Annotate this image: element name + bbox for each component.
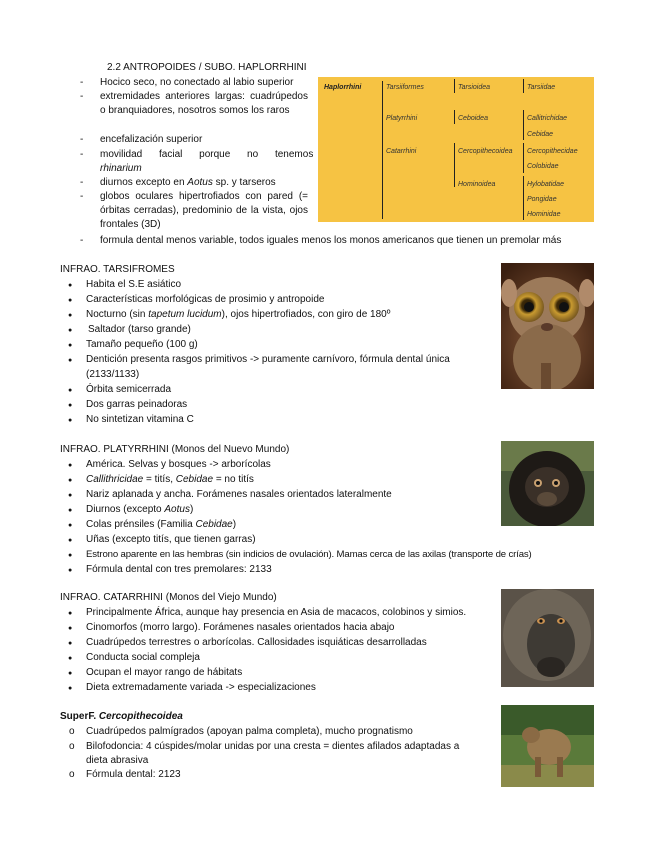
circle-bullet: o	[69, 741, 75, 752]
list-item: Nariz aplanada y ancha. Forámenes nasales orientados lateralmente	[86, 489, 392, 500]
bullet-icon	[68, 337, 72, 353]
list-item: Uñas (excepto titís, que tienen garras)	[86, 534, 256, 545]
table-family: Colobidae	[527, 163, 559, 170]
list-item: Ocupan el mayor rango de hábitats	[86, 667, 243, 678]
section-heading-platyrrhini: INFRAO. PLATYRRHINI (Monos del Nuevo Mundo)	[60, 444, 290, 455]
list-text: ), ojos hipertrofiados, con giro de 180º	[221, 309, 391, 320]
trait-text: diurnos excepto en	[100, 177, 185, 188]
table-superfamily: Tarsioidea	[458, 84, 491, 91]
bullet-icon	[68, 322, 72, 338]
bullet-icon	[68, 532, 72, 548]
trait-text: movilidad facial porque no tenemos	[100, 149, 314, 160]
trait-italic: rhinarium	[100, 163, 142, 174]
dash-bullet: -	[80, 177, 84, 188]
table-divider	[454, 110, 455, 124]
dash-bullet: -	[80, 149, 84, 160]
bullet-icon	[68, 605, 72, 621]
list-text: = no titís	[215, 474, 254, 485]
bullet-icon	[68, 665, 72, 681]
table-divider	[523, 79, 524, 93]
list-italic: tapetum lucidum	[148, 309, 222, 320]
list-item: Saltador (tarso grande)	[88, 324, 191, 335]
bullet-icon	[68, 397, 72, 413]
section-heading-tarsiformes: INFRAO. TARSIFROMES	[60, 264, 175, 275]
list-item: Dentición presenta rasgos primitivos -> puramente carnívoro, fórmula dental única	[86, 354, 450, 365]
table-family: Cercopithecidae	[527, 148, 578, 155]
list-item: Estrono aparente en las hembras (sin indicios de ovulación). Mamas cerca de las axilas (transporte de crías)	[86, 549, 532, 560]
list-italic: Aotus	[164, 504, 190, 515]
list-item: Tamaño pequeño (100 g)	[86, 339, 198, 350]
table-suborder: Haplorrhini	[324, 84, 362, 91]
trait-item	[100, 176, 276, 190]
dash-bullet: -	[80, 235, 84, 246]
table-family: Hominidae	[527, 211, 561, 218]
list-item	[86, 502, 193, 517]
bullet-icon	[68, 292, 72, 308]
list-italic: Cebidae	[175, 474, 214, 485]
list-item	[86, 472, 254, 487]
trait-item: formula dental menos variable, todos iguales menos los monos americanos que tienen un premolar más	[100, 235, 562, 246]
list-item: No sintetizan vitamina C	[86, 414, 194, 425]
list-item	[86, 517, 236, 532]
dash-bullet: -	[80, 191, 84, 202]
table-superfamily: Ceboidea	[458, 115, 488, 122]
list-item	[86, 307, 390, 322]
list-text: Diurnos (excepto	[86, 504, 162, 515]
bullet-icon	[68, 562, 72, 578]
list-item-continued: (2133/1133)	[86, 369, 140, 380]
bullet-icon	[68, 352, 72, 368]
table-divider	[523, 110, 524, 140]
table-family: Callitrichidae	[527, 115, 568, 122]
trait-item: Hocico seco, no conectado al labio superior	[100, 77, 294, 88]
list-item: Principalmente África, aunque hay presencia en Asia de macacos, colobinos y simios.	[86, 607, 467, 618]
baboon-photo	[501, 589, 594, 687]
list-item: Cuadrúpedos palmígrados (apoyan palma completa), mucho prognatismo	[86, 726, 413, 737]
section-heading-cercopithecoidea	[60, 710, 183, 724]
list-text: Colas prénsiles (Familia	[86, 519, 193, 530]
list-item: Fórmula dental: 2123	[86, 769, 181, 780]
table-divider	[523, 176, 524, 220]
circle-bullet: o	[69, 726, 75, 737]
bullet-icon	[68, 412, 72, 428]
table-superfamily: Cercopithecoidea	[458, 148, 513, 155]
bullet-icon	[68, 472, 72, 488]
trait-item	[100, 162, 142, 176]
list-text: = titís,	[146, 474, 173, 485]
bullet-icon	[68, 487, 72, 503]
list-text: )	[232, 519, 237, 530]
list-item: América. Selvas y bosques -> arborícolas	[86, 459, 271, 470]
list-text: )	[189, 504, 194, 515]
dash-bullet: -	[80, 134, 84, 145]
list-item: Características morfológicas de prosimio y antropoide	[86, 294, 325, 305]
trait-item: encefalización superior	[100, 134, 203, 145]
list-item: Bilofodoncia: 4 cúspides/molar unidas por una cresta = dientes afilados adaptadas a	[86, 741, 460, 752]
bullet-icon	[68, 547, 72, 563]
baboon-grass-photo	[501, 705, 594, 787]
table-superfamily: Hominoidea	[458, 181, 496, 188]
table-family: Pongidae	[527, 196, 557, 203]
trait-item: extremidades anteriores largas: cuadrúpedos o branquiadores, nosotros somos los raros	[100, 91, 308, 116]
list-item: Conducta social compleja	[86, 652, 200, 663]
spider-monkey-photo	[501, 441, 594, 526]
baboon-illustration	[501, 589, 594, 687]
bullet-icon	[68, 635, 72, 651]
heading-name: Cercopithecoidea	[98, 711, 183, 722]
trait-item	[100, 148, 314, 162]
circle-bullet: o	[69, 769, 75, 780]
table-family: Tarsiidae	[527, 84, 556, 91]
list-italic: Callithricidae	[86, 474, 144, 485]
list-text: Nocturno (sin	[86, 309, 146, 320]
table-divider	[454, 79, 455, 93]
trait-item: globos oculares hipertrofiados con pared (= órbitas cerradas), predominio de la vista, ojos frontales (3D)	[100, 191, 308, 230]
tarsier-illustration	[501, 263, 594, 389]
bullet-icon	[68, 382, 72, 398]
tarsier-photo	[501, 263, 594, 389]
bullet-icon	[68, 457, 72, 473]
section-heading-catarrhini: INFRAO. CATARRHINI (Monos del Viejo Mundo)	[60, 592, 277, 603]
list-item: Habita el S.E asiático	[86, 279, 182, 290]
bullet-icon	[68, 307, 72, 323]
list-item: Órbita semicerrada	[86, 384, 172, 395]
bullet-icon	[68, 620, 72, 636]
list-item-continued: dieta abrasiva	[86, 755, 149, 766]
table-divider	[454, 143, 455, 187]
taxonomy-table	[318, 77, 594, 222]
heading-prefix: SuperF.	[60, 711, 97, 722]
trait-text: sp. y tarseros	[215, 177, 276, 188]
table-divider	[523, 143, 524, 173]
list-item: Cinomorfos (morro largo). Forámenes nasales orientados hacia abajo	[86, 622, 395, 633]
bullet-icon	[68, 680, 72, 696]
dash-bullet: -	[80, 91, 84, 102]
list-italic: Cebidae	[195, 519, 233, 530]
baboon-grass-illustration	[501, 705, 594, 787]
table-divider	[382, 81, 383, 219]
list-item: Cuadrúpedos terrestres o arborícolas. Callosidades isquiáticas desarrolladas	[86, 637, 427, 648]
table-family: Cebidae	[527, 131, 554, 138]
dash-bullet: -	[80, 77, 84, 88]
table-infraorder: Platyrrhini	[386, 115, 418, 122]
bullet-icon	[68, 517, 72, 533]
page-title: 2.2 ANTROPOIDES / SUBO. HAPLORRHINI	[107, 62, 307, 73]
bullet-icon	[68, 277, 72, 293]
table-family: Hylobatidae	[527, 181, 564, 188]
table-infraorder: Tarsiiformes	[386, 84, 424, 91]
trait-italic: Aotus	[187, 177, 213, 188]
list-item: Fórmula dental con tres premolares: 2133	[86, 564, 272, 575]
list-item: Dos garras peinadoras	[86, 399, 188, 410]
list-item: Dieta extremadamente variada -> especializaciones	[86, 682, 316, 693]
bullet-icon	[68, 502, 72, 518]
table-infraorder: Catarrhini	[386, 148, 417, 155]
spider-monkey-illustration	[501, 441, 594, 526]
bullet-icon	[68, 650, 72, 666]
